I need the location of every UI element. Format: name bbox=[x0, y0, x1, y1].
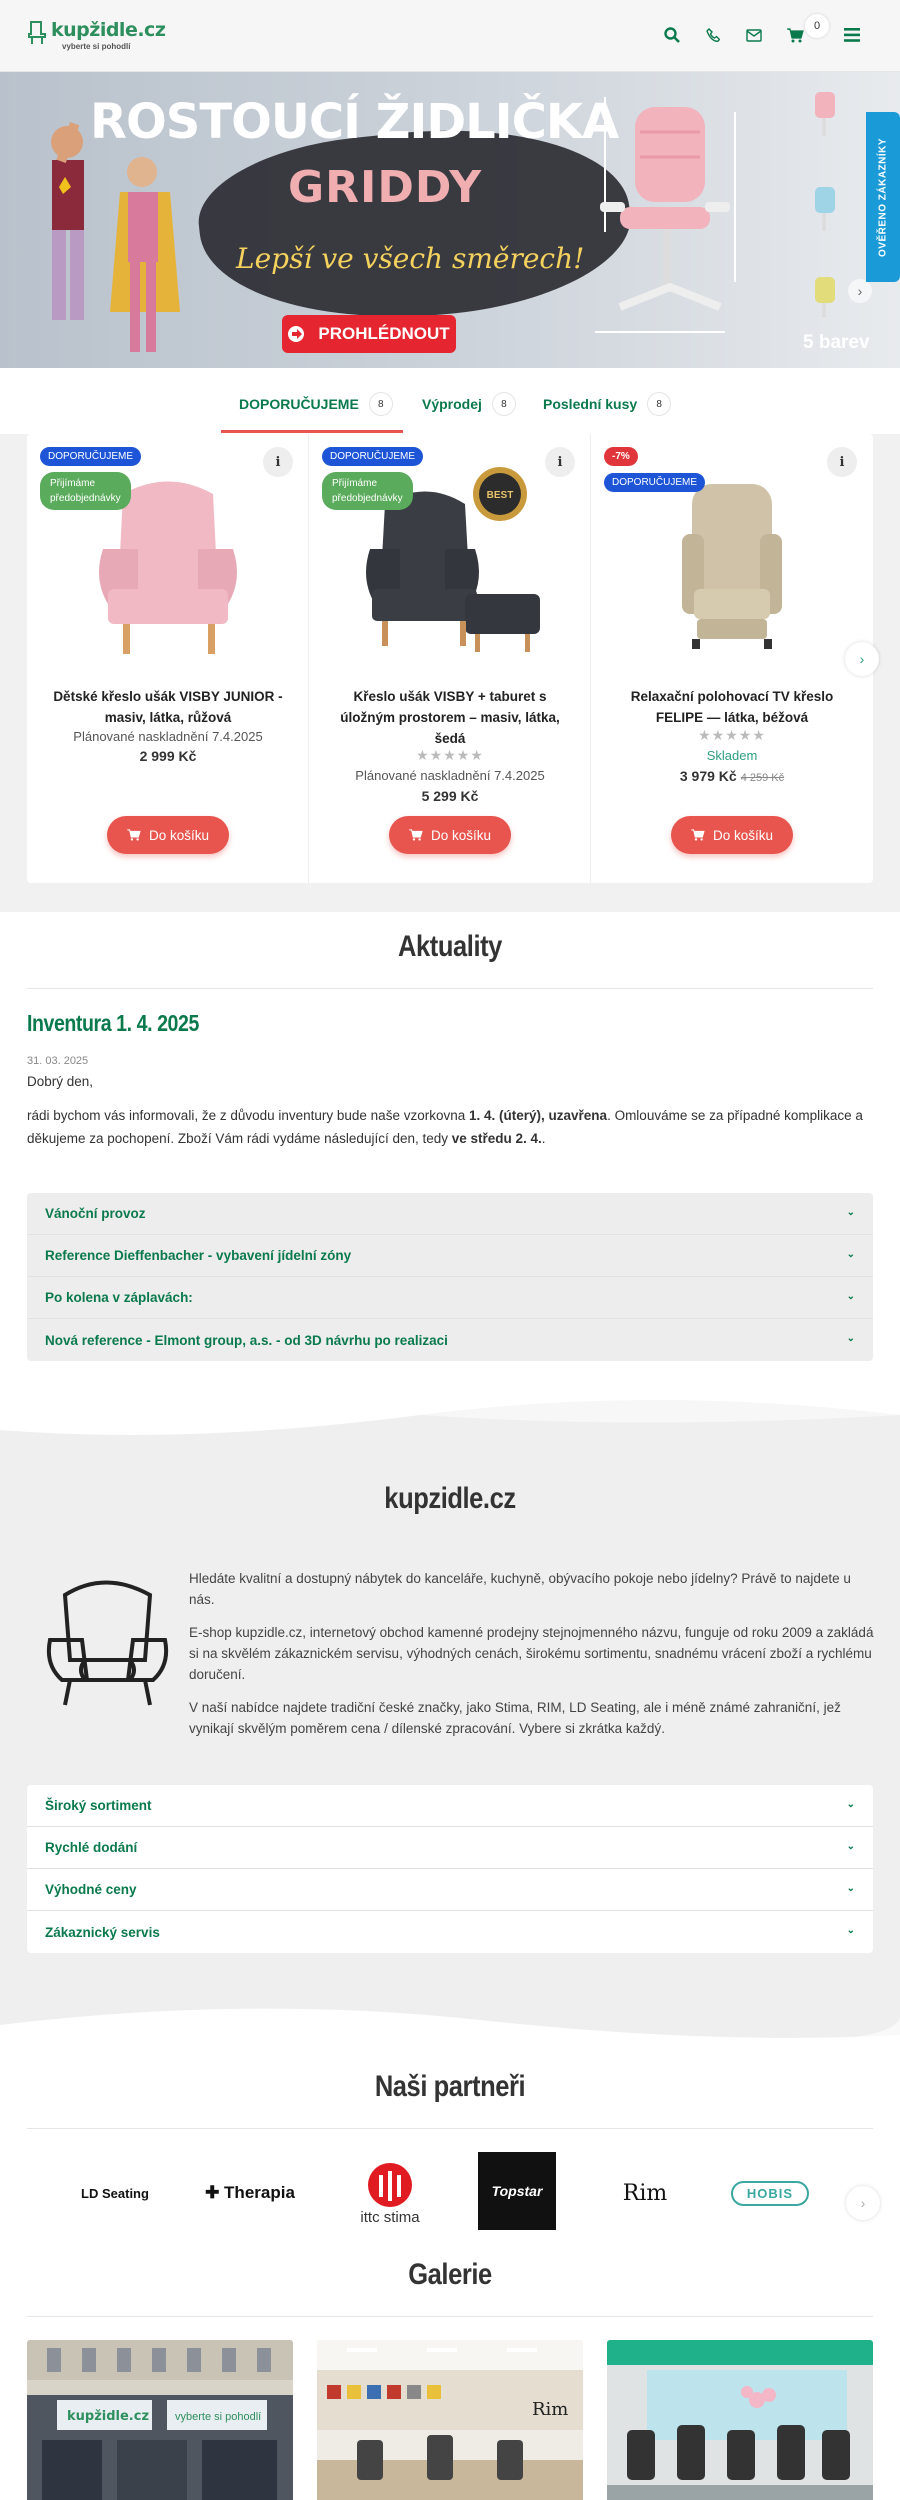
tab-label: Poslední kusy bbox=[543, 396, 638, 412]
accordion-label: Vánoční provoz bbox=[45, 1206, 146, 1221]
partner-logo-text: Therapia bbox=[224, 2183, 295, 2202]
chevron-down-icon: ⌄ bbox=[846, 1799, 855, 1810]
partner-logo-text: Rim bbox=[622, 2180, 668, 2206]
add-to-cart-button[interactable] bbox=[671, 816, 793, 854]
product-card[interactable] bbox=[591, 434, 873, 883]
add-to-cart-button[interactable] bbox=[389, 816, 511, 854]
news-text-bold: 1. 4. (úterý) bbox=[468, 1108, 542, 1123]
storefront-sign: kupžidle.cz bbox=[67, 2409, 150, 2424]
product-name[interactable]: Relaxační polohovací TV křeslo FELIPE — látka, béžová bbox=[630, 689, 834, 725]
accordion-label: Reference Dieffenbacher - vybavení jídelní zóny bbox=[45, 1248, 352, 1263]
partners-heading: Naši partneři bbox=[374, 2070, 526, 2103]
news-text-bold: uzavřena bbox=[548, 1108, 608, 1123]
banner-cta-button[interactable] bbox=[282, 315, 456, 353]
accordion-label: Rychlé dodání bbox=[45, 1840, 138, 1855]
partner-logo[interactable]: ✚ Therapia bbox=[205, 2183, 295, 2202]
about-heading: kupzidle.cz bbox=[384, 1482, 516, 1515]
partner-logo[interactable] bbox=[590, 2152, 700, 2234]
tab-label: DOPORUČUJEME bbox=[239, 396, 359, 412]
recommended-tag: DOPORUČUJEME bbox=[40, 447, 141, 466]
product-name[interactable]: Křeslo ušák VISBY + taburet s úložným prostorem – masiv, látka, šedá bbox=[340, 689, 560, 746]
partner-logo[interactable] bbox=[60, 2152, 170, 2234]
news-date: 31. 03. 2025 bbox=[27, 1055, 89, 1067]
partner-logo[interactable] bbox=[478, 2152, 556, 2230]
news-text: , bbox=[541, 1108, 549, 1123]
partner-logo[interactable] bbox=[720, 2152, 820, 2234]
news-accordion bbox=[27, 1193, 873, 1361]
office-chairs-photo bbox=[607, 2340, 873, 2500]
carousel-next-arrow[interactable]: › bbox=[845, 642, 879, 676]
chevron-down-icon: ⌄ bbox=[846, 1925, 855, 1936]
tab-recommended[interactable] bbox=[239, 392, 393, 416]
chevron-down-icon: ⌄ bbox=[846, 1249, 855, 1260]
accordion-item[interactable] bbox=[27, 1235, 873, 1277]
about-paragraph: E-shop kupzidle.cz, internetový obchod kamenné prodejny stejnojmenného názvu, funguje od roku 2009 a zakládá si na skvělém zákaznickém servisu, výhodných cenách, širokému sortimentu, snadnému vrácení zboží a rychlému doručení. bbox=[189, 1625, 874, 1682]
active-tab-underline bbox=[221, 430, 403, 433]
news-text: . Omlouváme se za případné komplikace a děkujeme za pochopení. Zboží Vám rádi vydáme následující den, tedy bbox=[27, 1108, 863, 1146]
showroom-photo bbox=[317, 2340, 583, 2500]
info-icon[interactable]: i bbox=[545, 447, 575, 477]
news-greeting: Dobrý den, bbox=[27, 1074, 94, 1089]
news-text-bold: ve středu 2. 4. bbox=[451, 1131, 542, 1146]
cart-count-badge: 0 bbox=[805, 14, 829, 38]
product-card[interactable] bbox=[309, 434, 591, 883]
accordion-label: Výhodné ceny bbox=[45, 1882, 137, 1897]
accordion-item[interactable] bbox=[27, 1869, 873, 1911]
logo-name: kupžidle.cz bbox=[51, 19, 166, 41]
accordion-item[interactable] bbox=[27, 1319, 873, 1361]
chevron-down-icon: ⌄ bbox=[846, 1207, 855, 1218]
chevron-down-icon: ⌄ bbox=[846, 1841, 855, 1852]
news-heading: Aktuality bbox=[398, 930, 502, 963]
pink-chair-image bbox=[575, 92, 745, 352]
wave-divider-top bbox=[0, 1395, 900, 1455]
gallery-image[interactable] bbox=[607, 2340, 873, 2500]
partner-logo-text: LD Seating bbox=[81, 2185, 149, 2201]
search-icon[interactable] bbox=[661, 24, 683, 46]
divider bbox=[27, 2128, 873, 2129]
mail-icon[interactable] bbox=[743, 24, 765, 46]
preorder-tag bbox=[40, 472, 131, 510]
accordion-item[interactable] bbox=[27, 1785, 873, 1827]
recommended-tag: DOPORUČUJEME bbox=[604, 473, 705, 492]
cart-icon bbox=[409, 829, 423, 841]
accordion-item[interactable] bbox=[27, 1193, 873, 1235]
banner-title: ROSTOUCÍ ŽIDLIČKA bbox=[90, 94, 619, 150]
cart-icon[interactable] bbox=[784, 24, 806, 46]
cart-icon bbox=[691, 829, 705, 841]
product-card[interactable] bbox=[27, 434, 309, 883]
product-availability: Plánované naskladnění 7.4.2025 bbox=[73, 729, 263, 744]
divider bbox=[27, 2316, 873, 2317]
divider bbox=[27, 988, 873, 989]
banner-subtitle: GRIDDY bbox=[288, 162, 483, 213]
svg-text:BEST: BEST bbox=[486, 490, 514, 501]
cart-icon bbox=[127, 829, 141, 841]
partners-next-arrow[interactable]: › bbox=[846, 2186, 880, 2220]
arrow-right-icon bbox=[288, 326, 308, 342]
news-title[interactable]: Inventura 1. 4. 2025 bbox=[27, 1010, 199, 1036]
product-price: 5 299 Kč bbox=[421, 788, 479, 804]
child-figure-2 bbox=[100, 132, 180, 362]
chevron-down-icon: ⌄ bbox=[846, 1333, 855, 1344]
color-variants-image bbox=[800, 87, 855, 322]
about-accordion bbox=[27, 1785, 873, 1953]
accordion-item[interactable] bbox=[27, 1911, 873, 1953]
partners-carousel bbox=[60, 2152, 860, 2234]
preorder-tag bbox=[322, 472, 413, 510]
chair-logo-icon bbox=[27, 20, 47, 46]
accordion-label: Zákaznický servis bbox=[45, 1924, 160, 1940]
stima-logo-graphic bbox=[361, 2161, 419, 2209]
chevron-down-icon: ⌄ bbox=[846, 1883, 855, 1894]
accordion-label: Široký sortiment bbox=[45, 1798, 152, 1813]
banner-colors-note: 5 barev bbox=[803, 332, 870, 353]
site-header bbox=[0, 0, 900, 72]
accordion-label: Po kolena v záplavách: bbox=[45, 1290, 193, 1305]
add-to-cart-label: Do košíku bbox=[712, 827, 774, 843]
preorder-line: předobjednávky bbox=[332, 493, 403, 504]
product-tabs bbox=[0, 382, 900, 434]
rim-wall-sign: Rim bbox=[532, 2399, 569, 2420]
partner-logo-text: Topstar bbox=[491, 2183, 543, 2199]
verified-customers-badge[interactable]: OVĚŘENO ZÁKAZNÍKY bbox=[866, 112, 900, 282]
about-paragraph: V naší nabídce najdete tradiční české značky, jako Stima, RIM, LD Seating, ale i méně známé zahraniční, jež vynikají skvělým poměrem cena / dílenské zpracování. Vybere si zkrátka každý. bbox=[189, 1700, 841, 1736]
about-text bbox=[189, 1568, 875, 1751]
product-name[interactable]: Dětské křeslo ušák VISBY JUNIOR - masiv, látka, růžová bbox=[53, 689, 283, 725]
product-price: 2 999 Kč bbox=[139, 748, 197, 764]
info-icon[interactable]: i bbox=[263, 447, 293, 477]
wave-divider-bottom bbox=[0, 1985, 900, 2065]
partner-logo-text: ittc stima bbox=[360, 2208, 420, 2226]
rating-stars: ★★★★★ bbox=[416, 747, 484, 763]
accordion-label: Nová reference - Elmont group, a.s. - od 3D návrhu po realizaci bbox=[45, 1332, 448, 1348]
about-paragraph: Hledáte kvalitní a dostupný nábytek do kanceláře, kuchyně, obývacího pokoje nebo jídelny? Právě to najdete u nás. bbox=[189, 1571, 851, 1607]
add-to-cart-label: Do košíku bbox=[430, 827, 492, 843]
preorder-line: Přijímáme bbox=[332, 478, 378, 489]
stock-status: Skladem bbox=[706, 748, 758, 763]
partner-logo[interactable] bbox=[335, 2152, 445, 2234]
chevron-down-icon: ⌄ bbox=[846, 1291, 855, 1302]
preorder-line: předobjednávky bbox=[50, 493, 121, 504]
rating-stars: ★★★★★ bbox=[698, 727, 766, 743]
discount-badge: -7% bbox=[604, 447, 638, 466]
banner-cta-label: PROHLÉDNOUT bbox=[318, 324, 450, 343]
add-to-cart-button[interactable] bbox=[107, 816, 229, 854]
tab-count: 8 bbox=[369, 392, 393, 416]
tab-count: 8 bbox=[492, 392, 516, 416]
hero-banner[interactable] bbox=[0, 72, 900, 368]
partner-logo-text: HOBIS bbox=[731, 2181, 809, 2206]
recommended-tag: DOPORUČUJEME bbox=[322, 447, 423, 466]
news-body bbox=[27, 1104, 867, 1150]
product-carousel bbox=[27, 434, 873, 883]
storefront-photo bbox=[27, 2340, 293, 2500]
phone-icon[interactable] bbox=[702, 24, 724, 46]
banner-slogan: Lepší ve všech směrech! bbox=[236, 242, 585, 275]
accordion-item[interactable] bbox=[27, 1277, 873, 1319]
tab-label: Výprodej bbox=[422, 396, 482, 412]
gallery-image[interactable] bbox=[27, 2340, 293, 2500]
news-text: . bbox=[541, 1131, 546, 1146]
storefront-tagline: vyberte si pohodlí bbox=[175, 2411, 262, 2423]
armchair-icon bbox=[45, 1575, 170, 1710]
add-to-cart-label: Do košíku bbox=[148, 827, 210, 843]
product-price bbox=[601, 768, 863, 784]
old-price: 4 259 Kč bbox=[740, 772, 785, 784]
tab-last-pieces[interactable] bbox=[543, 392, 671, 416]
logo-tagline: vyberte si pohodlí bbox=[62, 42, 131, 51]
banner-next-arrow[interactable]: › bbox=[848, 279, 872, 303]
tab-count: 8 bbox=[647, 392, 671, 416]
info-icon[interactable]: i bbox=[827, 447, 857, 477]
product-availability: Plánované naskladnění 7.4.2025 bbox=[355, 768, 545, 783]
preorder-line: Přijímáme bbox=[50, 478, 96, 489]
gallery-heading: Galerie bbox=[408, 2258, 492, 2291]
tab-sale[interactable] bbox=[422, 392, 516, 416]
gallery-image[interactable] bbox=[317, 2340, 583, 2500]
accordion-item[interactable] bbox=[27, 1827, 873, 1869]
menu-icon[interactable] bbox=[841, 24, 863, 46]
news-text: rádi bychom vás informovali, že z důvodu inventury bude naše vzorkovna bbox=[27, 1108, 469, 1123]
current-price: 3 979 Kč bbox=[679, 768, 737, 784]
